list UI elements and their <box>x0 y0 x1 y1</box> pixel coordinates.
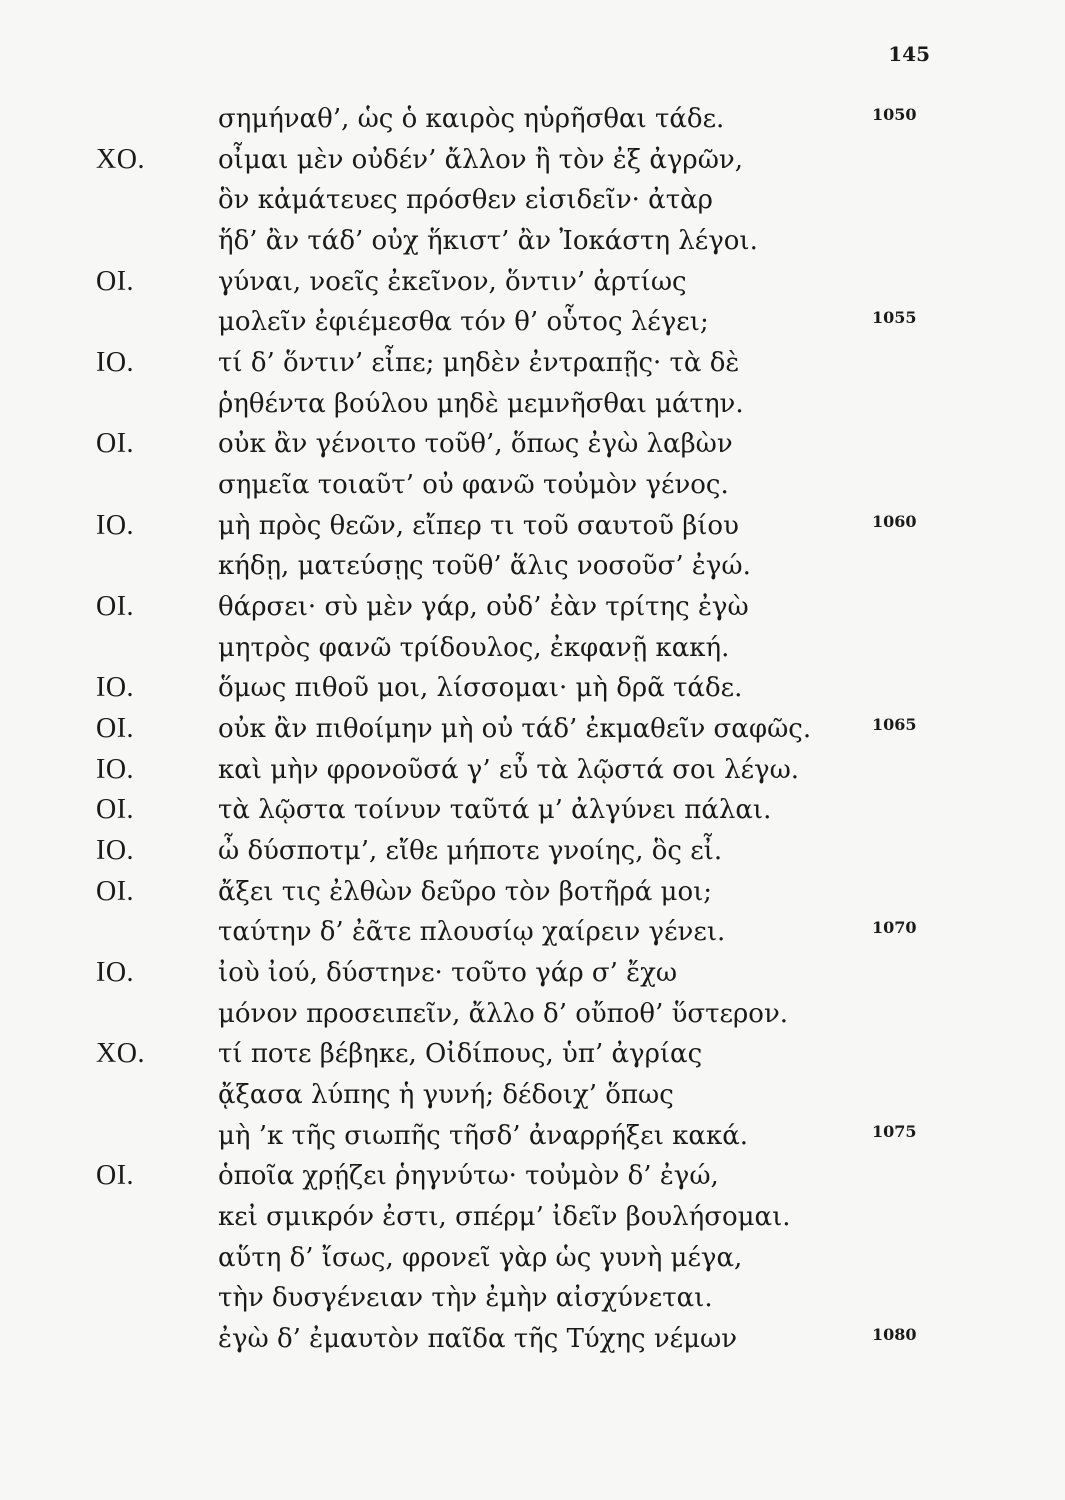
speaker-label: ΙΟ. <box>96 347 135 379</box>
verse-text: ὅμως πιθοῦ μοι, λίσσομαι· μὴ δρᾶ τάδε. <box>218 673 743 704</box>
verse-text: οἶμαι μὲν οὐδέν’ ἄλλον ἢ τὸν ἐξ ἀγρῶν, <box>218 144 743 175</box>
verse-text: ἰοὺ ἰού, δύστηνε· τοῦτο γάρ σ’ ἔχω <box>218 958 678 989</box>
speaker-label: ΙΟ. <box>96 509 135 541</box>
verse-text: ᾄξασα λύπης ἡ γυνή; δέδοιχ’ ὅπως <box>218 1080 674 1111</box>
speaker-label: ΙΟ. <box>96 753 135 785</box>
verse-text: γύναι, νοεῖς ἐκεῖνον, ὅντιν’ ἀρτίως <box>218 266 687 297</box>
verse-line <box>0 1036 1065 1076</box>
verse-text: τὴν δυσγένειαν τὴν ἐμὴν αἰσχύνεται. <box>218 1283 713 1314</box>
line-number: 1080 <box>872 1325 917 1345</box>
verse-text: οὐκ ἂν πιθοίμην μὴ οὐ τάδ’ ἐκμαθεῖν σαφῶς. <box>218 714 812 745</box>
verse-line <box>0 1077 1065 1117</box>
verse-line <box>0 426 1065 466</box>
verse-line <box>0 1158 1065 1198</box>
verse-text: μὴ ’κ τῆς σιωπῆς τῆσδ’ ἀναρρήξει κακά. <box>218 1120 749 1151</box>
verse-line <box>0 874 1065 914</box>
line-number: 1060 <box>872 511 917 531</box>
verse-line <box>0 792 1065 832</box>
verse-text: ταύτην δ’ ἐᾶτε πλουσίῳ χαίρειν γένει. <box>218 917 726 948</box>
line-number: 1075 <box>872 1121 917 1141</box>
verse-text: μόνον προσειπεῖν, ἄλλο δ’ οὔποθ’ ὕστερον. <box>218 998 789 1029</box>
verse-line <box>0 630 1065 670</box>
verse-line <box>0 142 1065 182</box>
verse-text: μητρὸς φανῶ τρίδουλος, ἐκφανῇ κακή. <box>218 632 730 663</box>
verse-text: ὦ δύσποτμ’, εἴθε μήποτε γνοίης, ὃς εἶ. <box>218 836 723 867</box>
verse-text: μολεῖν ἐφιέμεσθα τόν θ’ οὗτος λέγει; <box>218 307 709 338</box>
verse-line <box>0 670 1065 710</box>
line-number: 1050 <box>872 105 917 124</box>
speaker-label: ΟΙ. <box>96 428 135 460</box>
verse-text: θάρσει· σὺ μὲν γάρ, οὐδ’ ἐὰν τρίτης ἐγὼ <box>218 592 749 623</box>
verse-line <box>0 264 1065 304</box>
line-number: 1070 <box>872 918 917 938</box>
speaker-label: ΙΟ. <box>96 672 135 704</box>
verse-text: κεἰ σμικρόν ἐστι, σπέρμ’ ἰδεῖν βουλήσομαι. <box>218 1202 791 1233</box>
verse-line <box>0 508 1065 548</box>
verse-line <box>0 914 1065 954</box>
line-number: 1055 <box>872 308 917 328</box>
verse-line <box>0 1240 1065 1280</box>
speaker-label: ΟΙ. <box>96 591 135 623</box>
verse-text: μὴ πρὸς θεῶν, εἴπερ τι τοῦ σαυτοῦ βίου <box>218 510 739 541</box>
verse-line <box>0 223 1065 263</box>
verse-text: ἥδ’ ἂν τάδ’ οὐχ ἥκιστ’ ἂν Ἰοκάστη λέγοι. <box>218 226 758 256</box>
verse-text: ὃν κἀμάτευες πρόσθεν εἰσιδεῖν· ἀτὰρ <box>218 185 713 216</box>
verse-text: κήδῃ, ματεύσῃς τοῦθ’ ἅλις νοσοῦσ’ ἐγώ. <box>218 551 751 582</box>
verse-text: σημεῖα τοιαῦτ’ οὐ φανῶ τοὐμὸν γένος. <box>218 470 729 501</box>
verse-line <box>0 467 1065 507</box>
verse-line <box>0 589 1065 629</box>
verse-text: ῥηθέντα βούλου μηδὲ μεμνῆσθαι μάτην. <box>218 388 744 419</box>
speaker-label: ΟΙ. <box>96 794 135 826</box>
page-number: 145 <box>888 42 930 66</box>
verse-line <box>0 1199 1065 1239</box>
verse-text: αὕτη δ’ ἴσως, φρονεῖ γὰρ ὡς γυνὴ μέγα, <box>218 1242 743 1273</box>
speaker-label: ΟΙ. <box>96 875 135 907</box>
verse-text: ἐγὼ δ’ ἐμαυτὸν παῖδα τῆς Τύχης νέμων <box>218 1324 738 1355</box>
verse-text: σημήναθ’, ὡς ὁ καιρὸς ηὑρῆσθαι τάδε. <box>218 104 725 134</box>
speaker-label: ΙΟ. <box>96 957 135 989</box>
speaker-label: ΟΙ. <box>96 1160 135 1192</box>
verse-line <box>0 1118 1065 1158</box>
verse-line <box>0 101 1065 141</box>
speaker-label: ΟΙ. <box>96 713 135 745</box>
verse-line <box>0 345 1065 385</box>
verse-text: οὐκ ἂν γένοιτο τοῦθ’, ὅπως ἐγὼ λαβὼν <box>218 429 733 460</box>
speaker-label: ΧΟ. <box>96 143 145 175</box>
verse-line <box>0 996 1065 1036</box>
verse-text: ἄξει τις ἐλθὼν δεῦρο τὸν βοτῆρά μοι; <box>218 876 713 907</box>
verse-text: ὁποῖα χρῄζει ῥηγνύτω· τοὐμὸν δ’ ἐγώ, <box>218 1161 719 1192</box>
speaker-label: ΟΙ. <box>96 265 135 297</box>
verse-line <box>0 1280 1065 1320</box>
verse-line <box>0 711 1065 751</box>
speaker-label: ΙΟ. <box>96 835 135 867</box>
verse-text: τί δ’ ὅντιν’ εἶπε; μηδὲν ἐντραπῇς· τὰ δὲ <box>218 348 740 379</box>
speaker-label: ΧΟ. <box>96 1038 145 1070</box>
verse-line <box>0 386 1065 426</box>
line-number: 1065 <box>872 715 917 735</box>
verse-line <box>0 548 1065 588</box>
verse-line <box>0 752 1065 792</box>
verse-line <box>0 304 1065 344</box>
verse-line <box>0 182 1065 222</box>
verse-text: καὶ μὴν φρονοῦσά γ’ εὖ τὰ λῷστά σοι λέγω. <box>218 754 800 785</box>
verse-line <box>0 1321 1065 1361</box>
verse-line <box>0 955 1065 995</box>
verse-line <box>0 833 1065 873</box>
verse-text: τί ποτε βέβηκε, Οἰδίπους, ὑπ’ ἀγρίας <box>218 1039 703 1070</box>
verse-text: τὰ λῷστα τοίνυν ταῦτά μ’ ἀλγύνει πάλαι. <box>218 795 772 826</box>
